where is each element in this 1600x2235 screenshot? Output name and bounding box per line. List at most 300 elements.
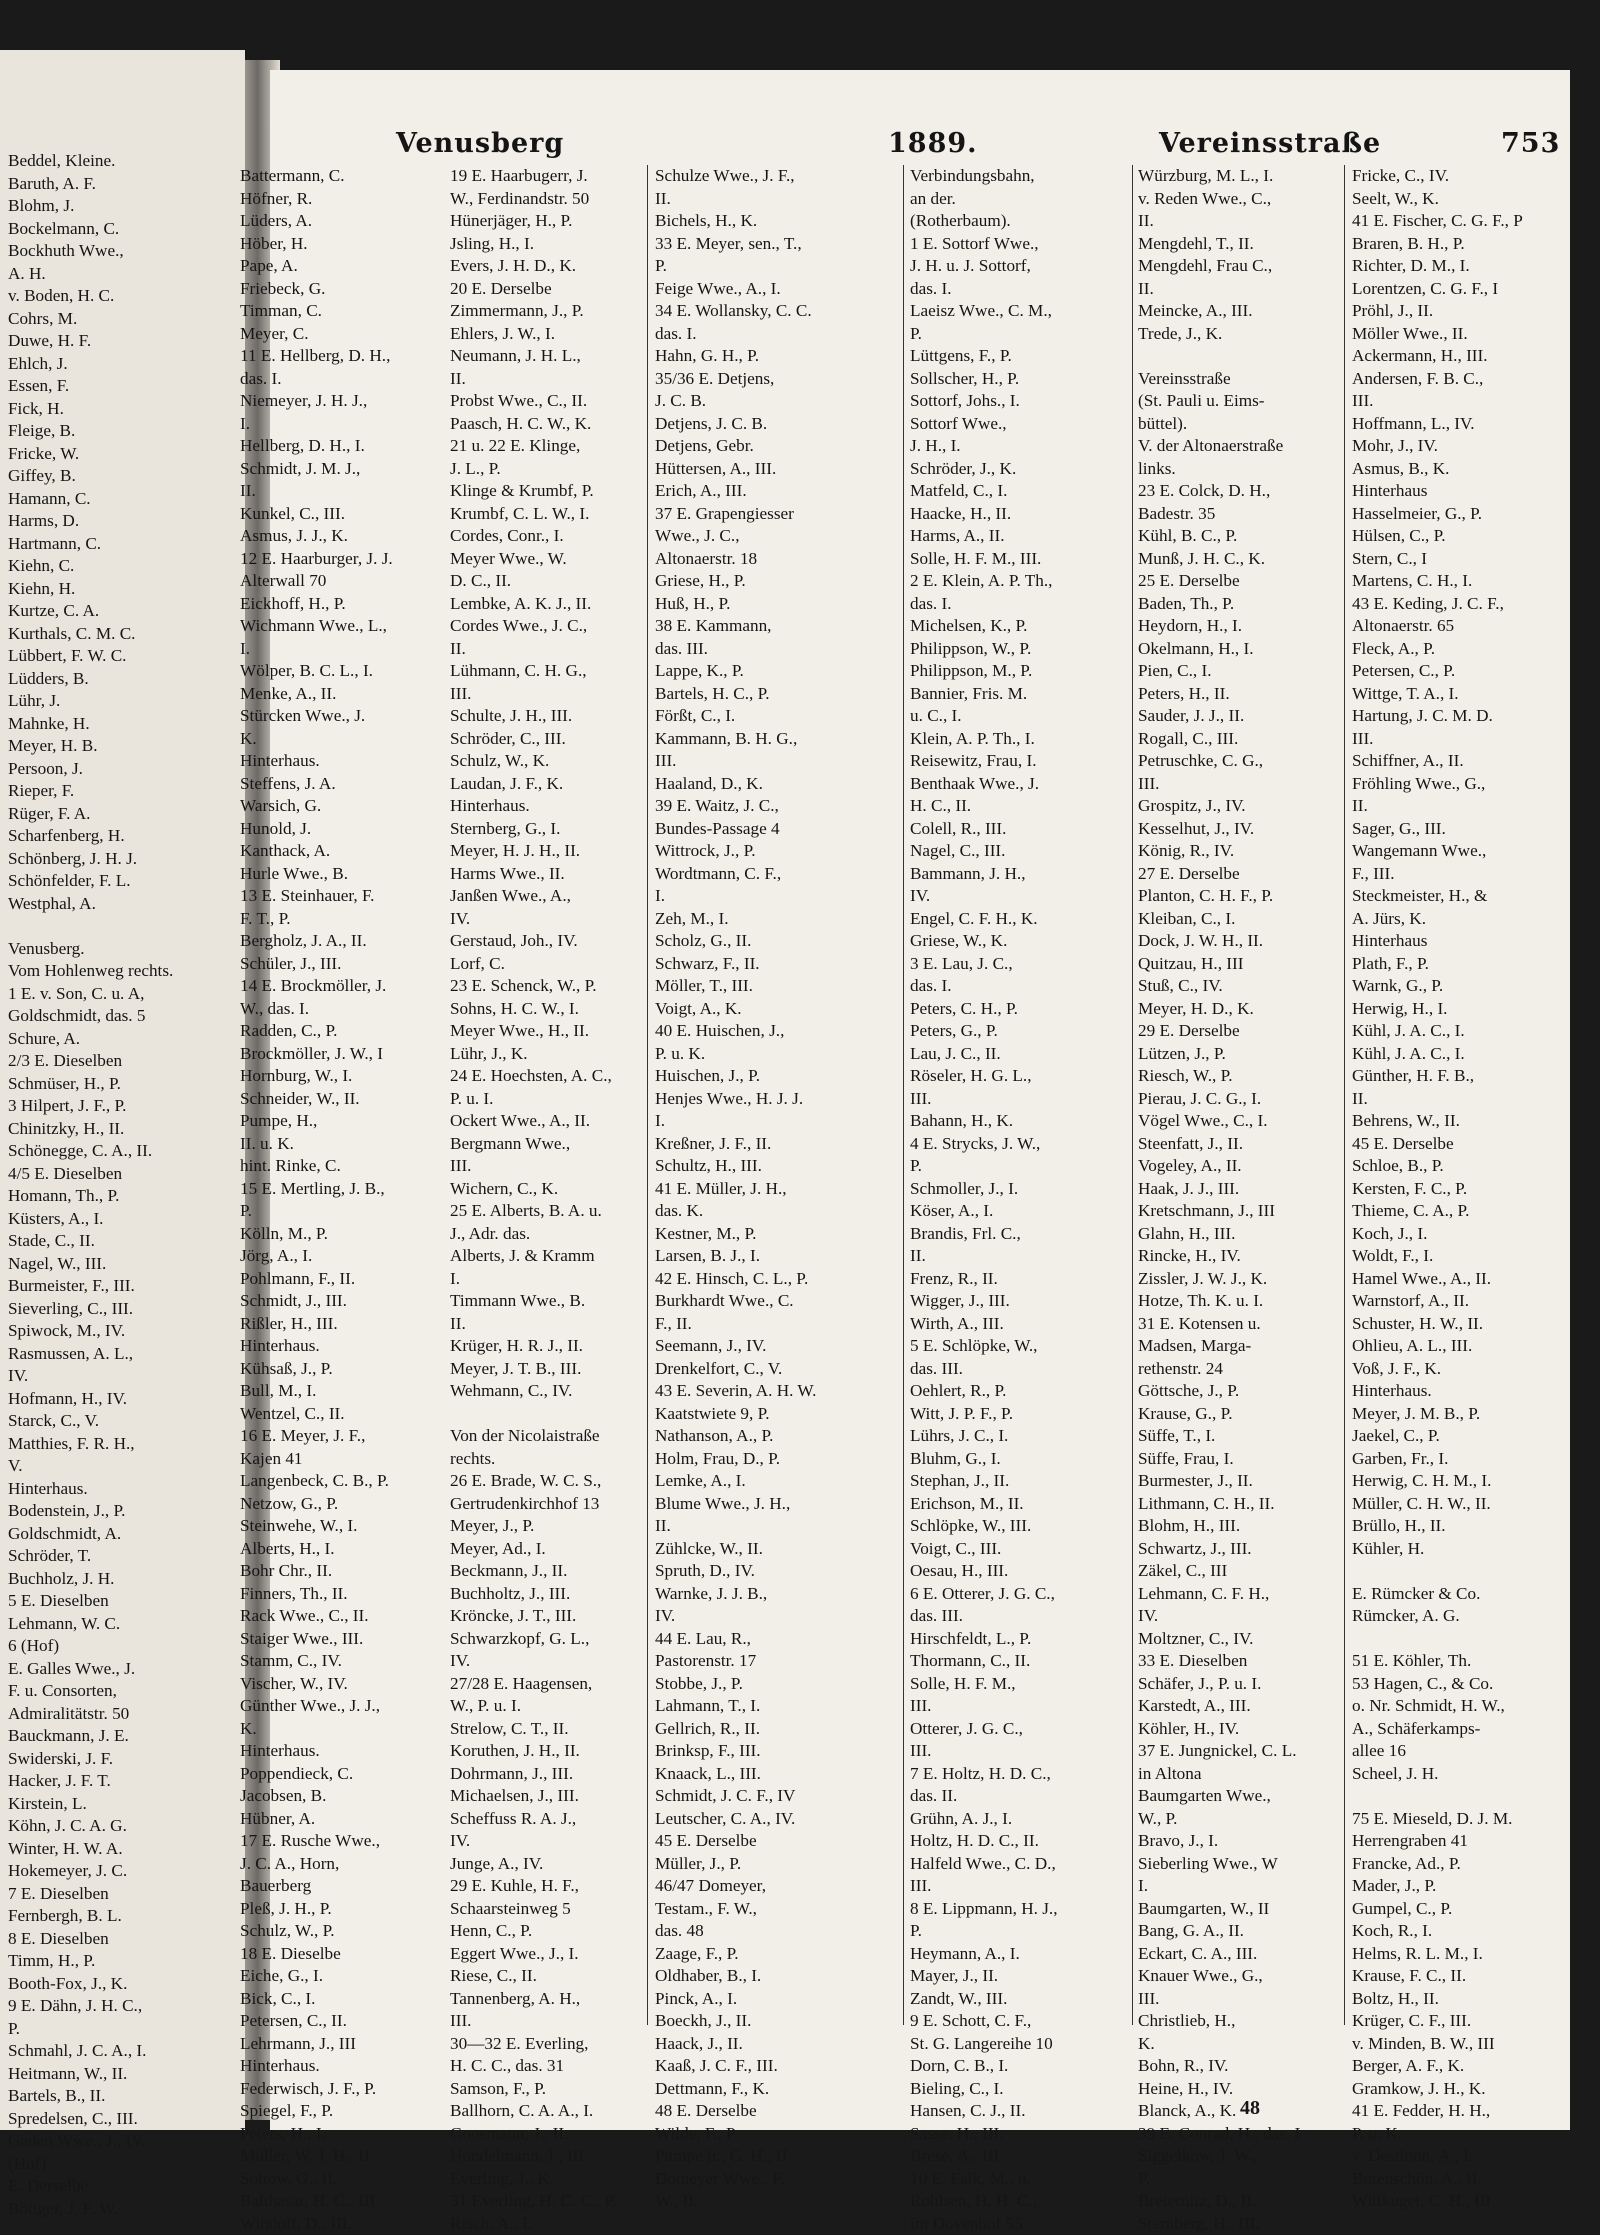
directory-entry: Bauckmann, J. E. [8,1725,173,1748]
directory-entry: Knauer Wwe., G., [1138,1965,1338,1988]
directory-entry: Rincke, H., IV. [1138,1245,1338,1268]
directory-entry: W., P. [1138,1808,1338,1831]
directory-entry: Lorentzen, C. G. F., I [1352,278,1562,301]
directory-entry: Heitmann, W., II. [8,2063,173,2086]
directory-entry: II. [450,1313,650,1336]
directory-entry: Zaage, F., P. [655,1943,855,1966]
directory-entry: 42 E. Hinsch, C. L., P. [655,1268,855,1291]
directory-entry: 23 E. Colck, D. H., [1138,480,1338,503]
directory-column-6 [1352,165,1562,2213]
directory-entry: Grühn, A. J., I. [910,1808,1110,1831]
directory-entry: Schmidt, J., III. [240,1290,445,1313]
directory-entry: Michelsen, K., P. [910,615,1110,638]
directory-entry: 1 E. Sottorf Wwe., [910,233,1110,256]
directory-entry: Kühl, B. C., P. [1138,525,1338,548]
directory-entry: Warnke, J. J. B., [655,1583,855,1606]
directory-entry: Berger, A. F., K. [1352,2055,1562,2078]
directory-entry: Kurthals, C. M. C. [8,623,173,646]
directory-entry: E. Derselbe [8,2175,173,2198]
directory-entry: F. u. Consorten, [8,1680,173,1703]
directory-entry: Winter, H. W. A. [8,1838,173,1861]
directory-entry: Nathanson, A., P. [655,1425,855,1448]
directory-entry: Rieper, F. [8,780,173,803]
directory-entry: Vom Hohlenweg rechts. [8,960,173,983]
left-page-column [8,150,173,2220]
directory-entry: Blanck, A., K. [1138,2100,1338,2123]
directory-entry: P. u. K. [1352,2123,1562,2146]
directory-column-3 [655,165,855,2213]
directory-entry: Brandis, Frl. C., [910,1223,1110,1246]
directory-entry: 26 E. Brade, W. C. S., [450,1470,650,1493]
directory-entry: Riese, C., II. [450,1965,650,1988]
directory-entry: Stürcken Wwe., J. [240,705,445,728]
directory-entry: Petersen, C., II. [240,2010,445,2033]
directory-entry: Karstedt, A., III. [1138,1695,1338,1718]
directory-entry: Bannier, Fris. M. [910,683,1110,706]
directory-entry: II. u. K. [240,1133,445,1156]
directory-entry: Lau, J. C., II. [910,1043,1110,1066]
directory-entry: Stobbe, J., P. [655,1673,855,1696]
directory-entry: Christlieb, H., [1138,2010,1338,2033]
directory-entry: 8 E. Lippmann, H. J., [910,1898,1110,1921]
directory-entry: Langenbeck, C. B., P. [240,1470,445,1493]
directory-entry: hint. Rinke, C. [240,1155,445,1178]
directory-entry: Dock, J. W. H., II. [1138,930,1338,953]
directory-entry: Bahann, H., K. [910,1110,1110,1133]
directory-entry: II. [655,1515,855,1538]
directory-entry: Hacker, J. F. T. [8,1770,173,1793]
directory-entry: Meyer, H. B. [8,735,173,758]
column-divider [647,165,648,2025]
directory-entry: Lembke, A. K. J., II. [450,593,650,616]
directory-entry: Peters, H., II. [1138,683,1338,706]
directory-entry: Dorn, C. B., I. [910,2055,1110,2078]
directory-entry: A., Schäferkamps- [1352,1718,1562,1741]
directory-entry: Feige Wwe., A., I. [655,278,855,301]
directory-entry: E. Galles Wwe., J. [8,1658,173,1681]
directory-entry: 25 E. Alberts, B. A. u. [450,1200,650,1223]
directory-entry: Hinterhaus. [1352,1380,1562,1403]
directory-entry: Holtz, H. D. C., II. [910,1830,1110,1853]
directory-entry: Steenfatt, J., II. [1138,1133,1338,1156]
directory-entry: Hinterhaus. [240,1740,445,1763]
directory-entry: V. der Altonaerstraße [1138,435,1338,458]
directory-entry: Timm, H., P. [8,1950,173,1973]
directory-column-5 [1138,165,1338,2235]
directory-entry: E. Rümcker & Co. [1352,1583,1562,1606]
directory-entry: Paasch, H. C. W., K. [450,413,650,436]
directory-entry: 16 E. Meyer, J. F., [240,1425,445,1448]
directory-entry: Lühr, J. [8,690,173,713]
directory-entry: Brockmöller, J. W., I [240,1043,445,1066]
directory-entry: 45 E. Derselbe [1352,1133,1562,1156]
directory-entry: 33 E. Dieselben [1138,1650,1338,1673]
directory-entry: rethenstr. 24 [1138,1358,1338,1381]
directory-entry: Essen, F. [8,375,173,398]
directory-entry: IV. [1138,1605,1338,1628]
directory-entry: Hamann, C. [8,488,173,511]
directory-entry: 39 E. Conrad, H., das. I [1138,2123,1338,2146]
directory-entry: Hofmann, H., IV. [8,1388,173,1411]
directory-entry: III. [655,750,855,773]
directory-entry: IV. [910,885,1110,908]
directory-entry: IV. [655,1605,855,1628]
directory-entry: Matfeld, C., I. [910,480,1110,503]
directory-entry: Pastorenstr. 17 [655,1650,855,1673]
directory-column-4 [910,165,1110,2235]
directory-entry: (Rotherbaum). [910,210,1110,233]
directory-entry: Zimmermann, J., P. [450,300,650,323]
directory-entry: 4/5 E. Dieselben [8,1163,173,1186]
directory-entry: 9 E. Schott, C. F., [910,2010,1110,2033]
directory-entry: Rüger, F. A. [8,803,173,826]
directory-entry: 27/28 E. Haagensen, [450,1673,650,1696]
directory-entry: Beckmann, J., II. [450,1560,650,1583]
directory-entry: Bergmann Wwe., [450,1133,650,1156]
directory-entry: Wentzel, C., II. [240,1403,445,1426]
directory-entry: Goldschmidt, das. 5 [8,1005,173,1028]
directory-entry: P. u. I. [450,1088,650,1111]
directory-entry: Sottorf, Johs., I. [910,390,1110,413]
directory-entry: Schlöpke, W., III. [910,1515,1110,1538]
directory-entry: Pleß, J. H., P. [240,1898,445,1921]
directory-entry: 37 E. Jungnickel, C. L. [1138,1740,1338,1763]
directory-entry: Hondelmann, J., III [450,2145,650,2168]
directory-entry: III. [910,1740,1110,1763]
directory-entry: Burmester, J., II. [1138,1470,1338,1493]
directory-entry: II. [1352,795,1562,818]
directory-entry: Ehlers, J. W., I. [450,323,650,346]
directory-entry: Klein, A. P. Th., I. [910,728,1110,751]
directory-entry: Finners, Th., II. [240,1583,445,1606]
directory-entry: V. [8,1455,173,1478]
directory-entry: Haaland, D., K. [655,773,855,796]
directory-entry: Spredelsen, C., III. [8,2108,173,2131]
directory-entry: 41 E. Fischer, C. G. F., P [1352,210,1562,233]
directory-entry: Bodenstein, J., P. [8,1500,173,1523]
directory-entry: J. L., P. [450,458,650,481]
directory-entry: Kretschmann, J., III [1138,1200,1338,1223]
directory-entry: Meyer, Ad., I. [450,1538,650,1561]
directory-entry: Verbindungsbahn, [910,165,1110,188]
directory-entry: Rohlsen, H. H. C., [910,2190,1110,2213]
directory-entry: Rißler, H., III. [240,1313,445,1336]
directory-entry: 33 E. Meyer, sen., T., [655,233,855,256]
directory-entry: Garben, Fr., I. [1352,1448,1562,1471]
directory-entry: Zäkel, C., III [1138,1560,1338,1583]
directory-column-1 [240,165,445,2235]
directory-entry: 9 E. Dähn, J. H. C., [8,1995,173,2018]
directory-entry: W., II. [655,2190,855,2213]
directory-entry: Lehmann, C. F. H., [1138,1583,1338,1606]
directory-entry: Altonaerstr. 65 [1352,615,1562,638]
directory-entry: Hunold, J. [240,818,445,841]
directory-entry: Hurle Wwe., B. [240,863,445,886]
directory-entry: 43 E. Severin, A. H. W. [655,1380,855,1403]
directory-entry: II. [910,1245,1110,1268]
directory-entry: Staiger Wwe., III. [240,1628,445,1651]
directory-entry: IV. [8,1365,173,1388]
directory-entry: Beddel, Kleine. [8,150,173,173]
directory-entry: rechts. [450,1448,650,1471]
directory-entry: Kestner, M., P. [655,1223,855,1246]
directory-entry: Wwe., J. C., [655,525,855,548]
directory-entry: P. [240,1200,445,1223]
directory-entry: Bundes-Passage 4 [655,818,855,841]
directory-entry: Scheel, J. H. [1352,1763,1562,1786]
directory-entry: F., II. [655,1313,855,1336]
directory-entry: Kesselhut, J., IV. [1138,818,1338,841]
directory-entry: III. [450,683,650,706]
directory-entry: Windolf, D., III. [240,2213,445,2235]
directory-entry: Süffe, T., I. [1138,1425,1338,1448]
directory-entry: Homann, Th., P. [8,1185,173,1208]
directory-entry: Krause, F. C., II. [1352,1965,1562,1988]
directory-entry: Junge, A., IV. [450,1853,650,1876]
directory-entry: Timman, C. [240,300,445,323]
directory-entry: Huß, H., P. [655,593,855,616]
directory-entry: Zissler, J. W. J., K. [1138,1268,1338,1291]
directory-entry: Scholz, G., II. [655,930,855,953]
directory-entry: Möller Wwe., II. [1352,323,1562,346]
directory-entry: Martens, C. H., I. [1352,570,1562,593]
directory-entry: Kirstein, L. [8,1793,173,1816]
directory-entry: Hornburg, W., I. [240,1065,445,1088]
directory-entry: I. [240,413,445,436]
right-page [270,70,1570,2130]
directory-entry [450,1403,650,1426]
directory-entry: Oehlert, R., P. [910,1380,1110,1403]
directory-column-2 [450,165,650,2235]
directory-entry: Pierau, J. C. G., I. [1138,1088,1338,1111]
directory-entry: Glahn, H., III. [1138,1223,1338,1246]
header-right-title: Vereinsstraße [1159,128,1381,159]
directory-entry: III. [910,1695,1110,1718]
directory-entry: Sager, G., III. [1352,818,1562,841]
directory-entry: Kiehn, H. [8,578,173,601]
directory-entry: links. [1138,458,1338,481]
column-divider [903,165,904,2025]
directory-entry: Philippson, W., P. [910,638,1110,661]
directory-entry: Wichmann Wwe., L., [240,615,445,638]
directory-entry: II. [1138,210,1338,233]
directory-entry: Meyer Wwe., W. [450,548,650,571]
directory-entry: Schönberg, J. H. J. [8,848,173,871]
directory-entry: Riesch, W., P. [1138,1065,1338,1088]
directory-entry: Rasmussen, A. L., [8,1343,173,1366]
directory-entry: Probst Wwe., C., II. [450,390,650,413]
directory-entry [1138,345,1338,368]
directory-entry: Lühmann, C. H. G., [450,660,650,683]
directory-entry: A. H. [8,263,173,286]
directory-entry: Hellberg, D. H., I. [240,435,445,458]
directory-entry: Schure, A. [8,1028,173,1051]
directory-entry: Förßt, C., I. [655,705,855,728]
directory-entry: Pohlmann, F., II. [240,1268,445,1291]
directory-entry: 5 E. Dieselben [8,1590,173,1613]
directory-entry: Everling, J., K. [450,2168,650,2191]
directory-entry: Hartmann, C. [8,533,173,556]
directory-entry: 39 E. Waitz, J. C., [655,795,855,818]
directory-entry: allee 16 [1352,1740,1562,1763]
directory-entry: u. C., I. [910,705,1110,728]
directory-entry: Höber, H. [240,233,445,256]
directory-entry: Peters, C. H., P. [910,998,1110,1021]
directory-entry: Wigger, J., III. [910,1290,1110,1313]
directory-entry: 3 E. Lau, J. C., [910,953,1110,976]
directory-entry: Stern, C., I [1352,548,1562,571]
directory-entry: Nagel, C., III. [910,840,1110,863]
directory-entry: Voß, J. F., K. [1352,1358,1562,1381]
directory-entry: J. H. u. J. Sottorf, [910,255,1110,278]
directory-entry: Pien, C., I. [1138,660,1338,683]
directory-entry [8,915,173,938]
directory-entry: Mahnke, H. [8,713,173,736]
directory-entry: Francke, Ad., P. [1352,1853,1562,1876]
directory-entry: Rack Wwe., C., II. [240,1605,445,1628]
directory-entry: II. [240,480,445,503]
directory-entry: Laudan, J. F., K. [450,773,650,796]
directory-entry: Ockert Wwe., A., II. [450,1110,650,1133]
directory-entry: Krause, G., P. [1138,1403,1338,1426]
directory-entry: II. [655,188,855,211]
directory-entry: Meincke, A., III. [1138,300,1338,323]
directory-entry: Harms Wwe., II. [450,863,650,886]
directory-entry: Lappe, K., P. [655,660,855,683]
directory-entry: Wilde, F., P. [655,2123,855,2146]
directory-entry: Wölper, B. C. L., I. [240,660,445,683]
directory-entry: Vögel Wwe., C., I. [1138,1110,1338,1133]
directory-entry: Soltow, G., II. [240,2168,445,2191]
directory-entry: 44 E. Lau, R., [655,1628,855,1651]
directory-entry: Halfeld Wwe., C. D., [910,1853,1110,1876]
directory-entry: Matthies, F. R. H., [8,1433,173,1456]
directory-entry: Heymann, A., I. [910,1943,1110,1966]
directory-entry: (Hof) [8,2153,173,2176]
directory-entry: Baumgarten Wwe., [1138,1785,1338,1808]
directory-entry: Schwartz, J., III. [1138,1538,1338,1561]
directory-entry: I. [450,1268,650,1291]
directory-entry: Baruth, A. F. [8,173,173,196]
directory-entry: Hinterhaus. [450,795,650,818]
directory-entry: 17 E. Rusche Wwe., [240,1830,445,1853]
header-left-title: Venusberg [396,128,564,159]
directory-entry: Steckmeister, H., & [1352,885,1562,908]
directory-entry: das. III. [910,1605,1110,1628]
directory-entry: Haack, J., II. [655,2033,855,2056]
directory-entry: Henjes Wwe., H. J. J. [655,1088,855,1111]
directory-entry: Fleck, A., P. [1352,638,1562,661]
directory-entry: Peters, H., I. [240,2123,445,2146]
directory-entry: P. [910,1920,1110,1943]
directory-entry: Braren, B. H., P. [1352,233,1562,256]
directory-entry: büttel). [1138,413,1338,436]
directory-entry: Goosmann, J., II. [450,2123,650,2146]
directory-entry: Kersten, F. C., P. [1352,1178,1562,1201]
directory-entry: das. I. [910,975,1110,998]
directory-entry: Sternberg, G., I. [450,818,650,841]
directory-entry: J. H., I. [910,435,1110,458]
directory-entry: das. 48 [655,1920,855,1943]
directory-entry: Koruthen, J. H., II. [450,1740,650,1763]
directory-entry: Jacobsen, B. [240,1785,445,1808]
directory-entry: Bauerberg [240,1875,445,1898]
directory-entry: Detjens, J. C. B. [655,413,855,436]
directory-entry [1352,1785,1562,1808]
directory-entry: Friebeck, G. [240,278,445,301]
directory-entry: Sauder, J. J., II. [1138,705,1338,728]
directory-entry: Schäfer, J., P. u. I. [1138,1673,1338,1696]
directory-entry: Warnstorf, A., II. [1352,1290,1562,1313]
directory-entry: Gramkow, J. H., K. [1352,2078,1562,2101]
directory-entry: Spiwock, M., IV. [8,1320,173,1343]
directory-entry: F., III. [1352,863,1562,886]
directory-entry: Wangemann Wwe., [1352,840,1562,863]
directory-entry: Tannenberg, A. H., [450,1988,650,2011]
directory-entry: Cordes Wwe., J. C., [450,615,650,638]
directory-entry: Richter, D. M., I. [1352,255,1562,278]
directory-entry: 3 Hilpert, J. F., P. [8,1095,173,1118]
directory-entry: Brüllo, H., II. [1352,1515,1562,1538]
directory-entry: Schmidt, J. C. F., IV [655,1785,855,1808]
directory-entry: Harms, D. [8,510,173,533]
directory-entry: Lühr, J., K. [450,1043,650,1066]
directory-entry: Alterwall 70 [240,570,445,593]
directory-entry: Koch, J., I. [1352,1223,1562,1246]
directory-entry: Müller, W. J. H., II. [240,2145,445,2168]
directory-entry: Blohm, H., III. [1138,1515,1338,1538]
directory-entry: Lehmann, W. C. [8,1613,173,1636]
directory-entry: Testam., F. W., [655,1898,855,1921]
directory-entry: Schmüser, H., P. [8,1073,173,1096]
directory-entry: Gaden Wwe., J., IV. [8,2130,173,2153]
directory-entry: Okelmann, H., I. [1138,638,1338,661]
directory-entry: Scheffuss R. A. J., [450,1808,650,1831]
directory-entry: Bichels, H., K. [655,210,855,233]
directory-entry: K. [240,1718,445,1741]
directory-entry: Strelow, C. T., II. [450,1718,650,1741]
page-number: 753 [1501,128,1560,159]
directory-entry: III. [1138,1988,1338,2011]
directory-entry: Mayer, J., II. [910,1965,1110,1988]
directory-entry: II. [1138,278,1338,301]
directory-entry: 2/3 E. Dieselben [8,1050,173,1073]
directory-entry: 29 E. Kuhle, H. F., [450,1875,650,1898]
directory-entry: Otterer, J. G. C., [910,1718,1110,1741]
directory-entry: Steffens, J. A. [240,773,445,796]
directory-entry: Bull, M., I. [240,1380,445,1403]
directory-entry: Schönfelder, F. L. [8,870,173,893]
directory-entry: das. III. [910,1358,1110,1381]
directory-entry: Altonaerstr. 18 [655,548,855,571]
directory-entry: Süffe, Frau, I. [1138,1448,1338,1471]
directory-entry: Duwe, H. F. [8,330,173,353]
directory-entry: Balthasar, H. C., III [240,2190,445,2213]
directory-entry: Helms, R. L. M., I. [1352,1943,1562,1966]
directory-entry: Schröder, T. [8,1545,173,1568]
directory-entry: 51 E. Köhler, Th. [1352,1650,1562,1673]
directory-entry: Siggelkow, J. W., [1138,2145,1338,2168]
directory-entry: Schultz, H., III. [655,1155,855,1178]
directory-entry: Alberts, J. & Kramm [450,1245,650,1268]
directory-entry: Bravo, J., I. [1138,1830,1338,1853]
directory-entry: Venusberg. [8,938,173,961]
directory-entry: J., Adr. das. [450,1223,650,1246]
directory-entry: Schmidt, J. M. J., [240,458,445,481]
directory-entry: III. [910,1088,1110,1111]
directory-entry: Neumann, J. H. L., [450,345,650,368]
directory-entry: Hartung, J. C. M. D. [1352,705,1562,728]
